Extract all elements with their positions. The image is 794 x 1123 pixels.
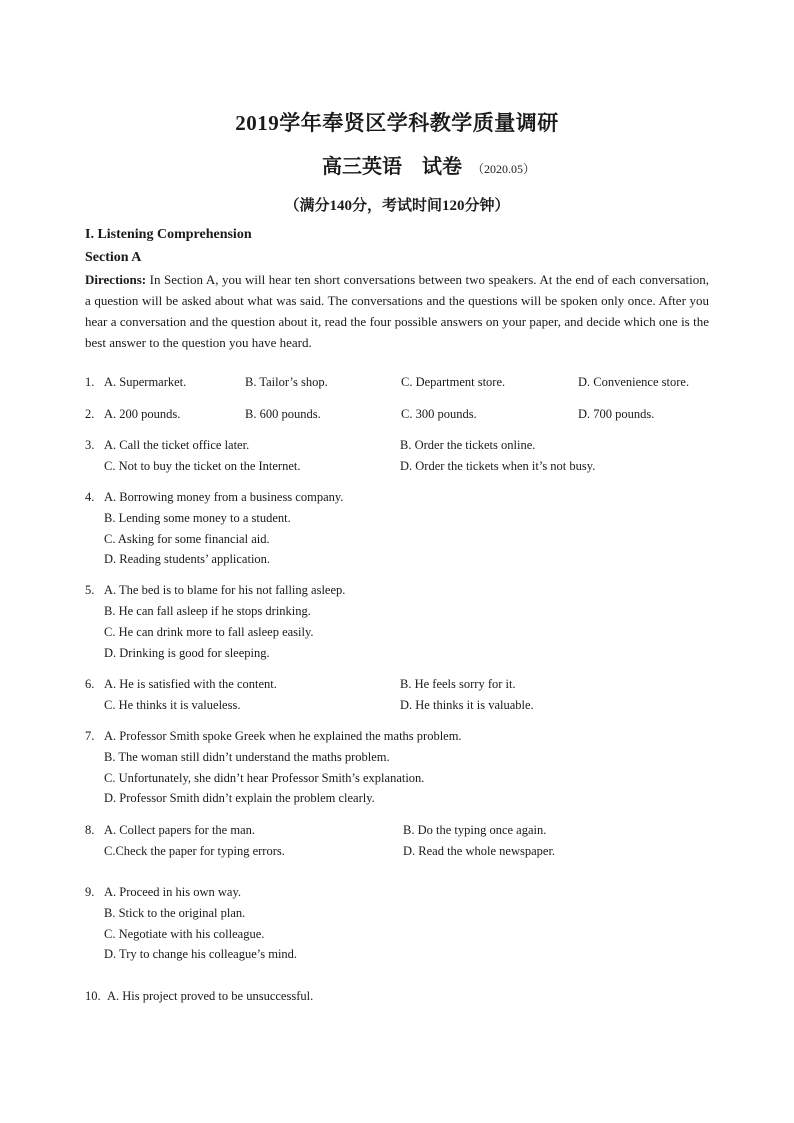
q2-number: 2. [85,407,95,421]
q3-option-c: C. Not to buy the ticket on the Internet. [104,459,301,473]
q4-option-d: D. Reading students’ application. [104,552,271,566]
q7-option-a: A. Professor Smith spoke Greek when he explained the maths problem. [104,729,462,743]
q5-number: 5. [85,583,95,597]
q8-option-a: A. Collect papers for the man. [104,823,255,837]
q9-option-c: C. Negotiate with his colleague. [104,927,265,941]
q3-option-d: D. Order the tickets when it’s not busy. [400,459,596,473]
q5-option-c: C. He can drink more to fall asleep easily. [104,625,314,639]
q1-option-c: C. Department store. [401,375,506,389]
q1-number: 1. [85,375,95,389]
q8-number: 8. [85,823,95,837]
q9-number: 9. [85,885,95,899]
q7-number: 7. [85,729,95,743]
directions-label: Directions: [85,272,147,287]
q9-option-b: B. Stick to the original plan. [104,906,246,920]
q2-option-b: B. 600 pounds. [245,407,321,421]
q9-option-d: D. Try to change his colleague’s mind. [104,947,298,961]
subtitle-text: 高三英语 试卷 [322,156,462,178]
q7-option-b: B. The woman still didn’t understand the maths problem. [104,750,390,764]
q6-option-c: C. He thinks it is valueless. [104,698,241,712]
directions-text: In Section A, you will hear ten short conversations between two speakers. At the end of each conversation, a question will be asked about what was said. The conversations and the questions will be spoken only once. After you hear a conversation and the question about it, read the four possible answers on your paper, and decide which one is the best answer to the question you have heard. [85,272,709,350]
q10-option-a: A. His project proved to be unsuccessful. [107,989,314,1003]
q1-option-b: B. Tailor’s shop. [245,375,328,389]
q8-option-d: D. Read the whole newspaper. [403,844,556,858]
exam-title: 2019学年奉贤区学科教学质量调研 [235,111,559,135]
score-info: （满分140分，考试时间120分钟） [284,198,510,214]
q3-option-a: A. Call the ticket office later. [104,438,250,452]
q8-option-c: C.Check the paper for typing errors. [104,844,285,858]
q9-option-a: A. Proceed in his own way. [104,885,242,899]
exam-date: （2020.05） [472,162,536,176]
part-heading: I. Listening Comprehension [85,227,252,242]
q3-option-b: B. Order the tickets online. [400,438,536,452]
q3-number: 3. [85,438,95,452]
q4-option-c: C. Asking for some financial aid. [104,532,270,546]
q7-option-d: D. Professor Smith didn’t explain the problem clearly. [104,791,375,805]
q4-option-a: A. Borrowing money from a business company. [104,490,344,504]
section-heading: Section A [85,250,142,265]
q1-option-d: D. Convenience store. [578,375,690,389]
directions [85,269,709,353]
q5-option-d: D. Drinking is good for sleeping. [104,646,270,660]
q5-option-b: B. He can fall asleep if he stops drinking. [104,604,311,618]
q2-option-d: D. 700 pounds. [578,407,655,421]
q10-number: 10. [85,989,101,1003]
q2-option-a: A. 200 pounds. [104,407,181,421]
q7-option-c: C. Unfortunately, she didn’t hear Professor Smith’s explanation. [104,771,425,785]
q1-option-a: A. Supermarket. [104,375,187,389]
q6-number: 6. [85,677,95,691]
q4-option-b: B. Lending some money to a student. [104,511,291,525]
q2-option-c: C. 300 pounds. [401,407,477,421]
q6-option-d: D. He thinks it is valuable. [400,698,534,712]
q6-option-a: A. He is satisfied with the content. [104,677,277,691]
q5-option-a: A. The bed is to blame for his not falling asleep. [104,583,346,597]
exam-subtitle [322,150,535,179]
q8-option-b: B. Do the typing once again. [403,823,547,837]
q4-number: 4. [85,490,95,504]
q6-option-b: B. He feels sorry for it. [400,677,516,691]
